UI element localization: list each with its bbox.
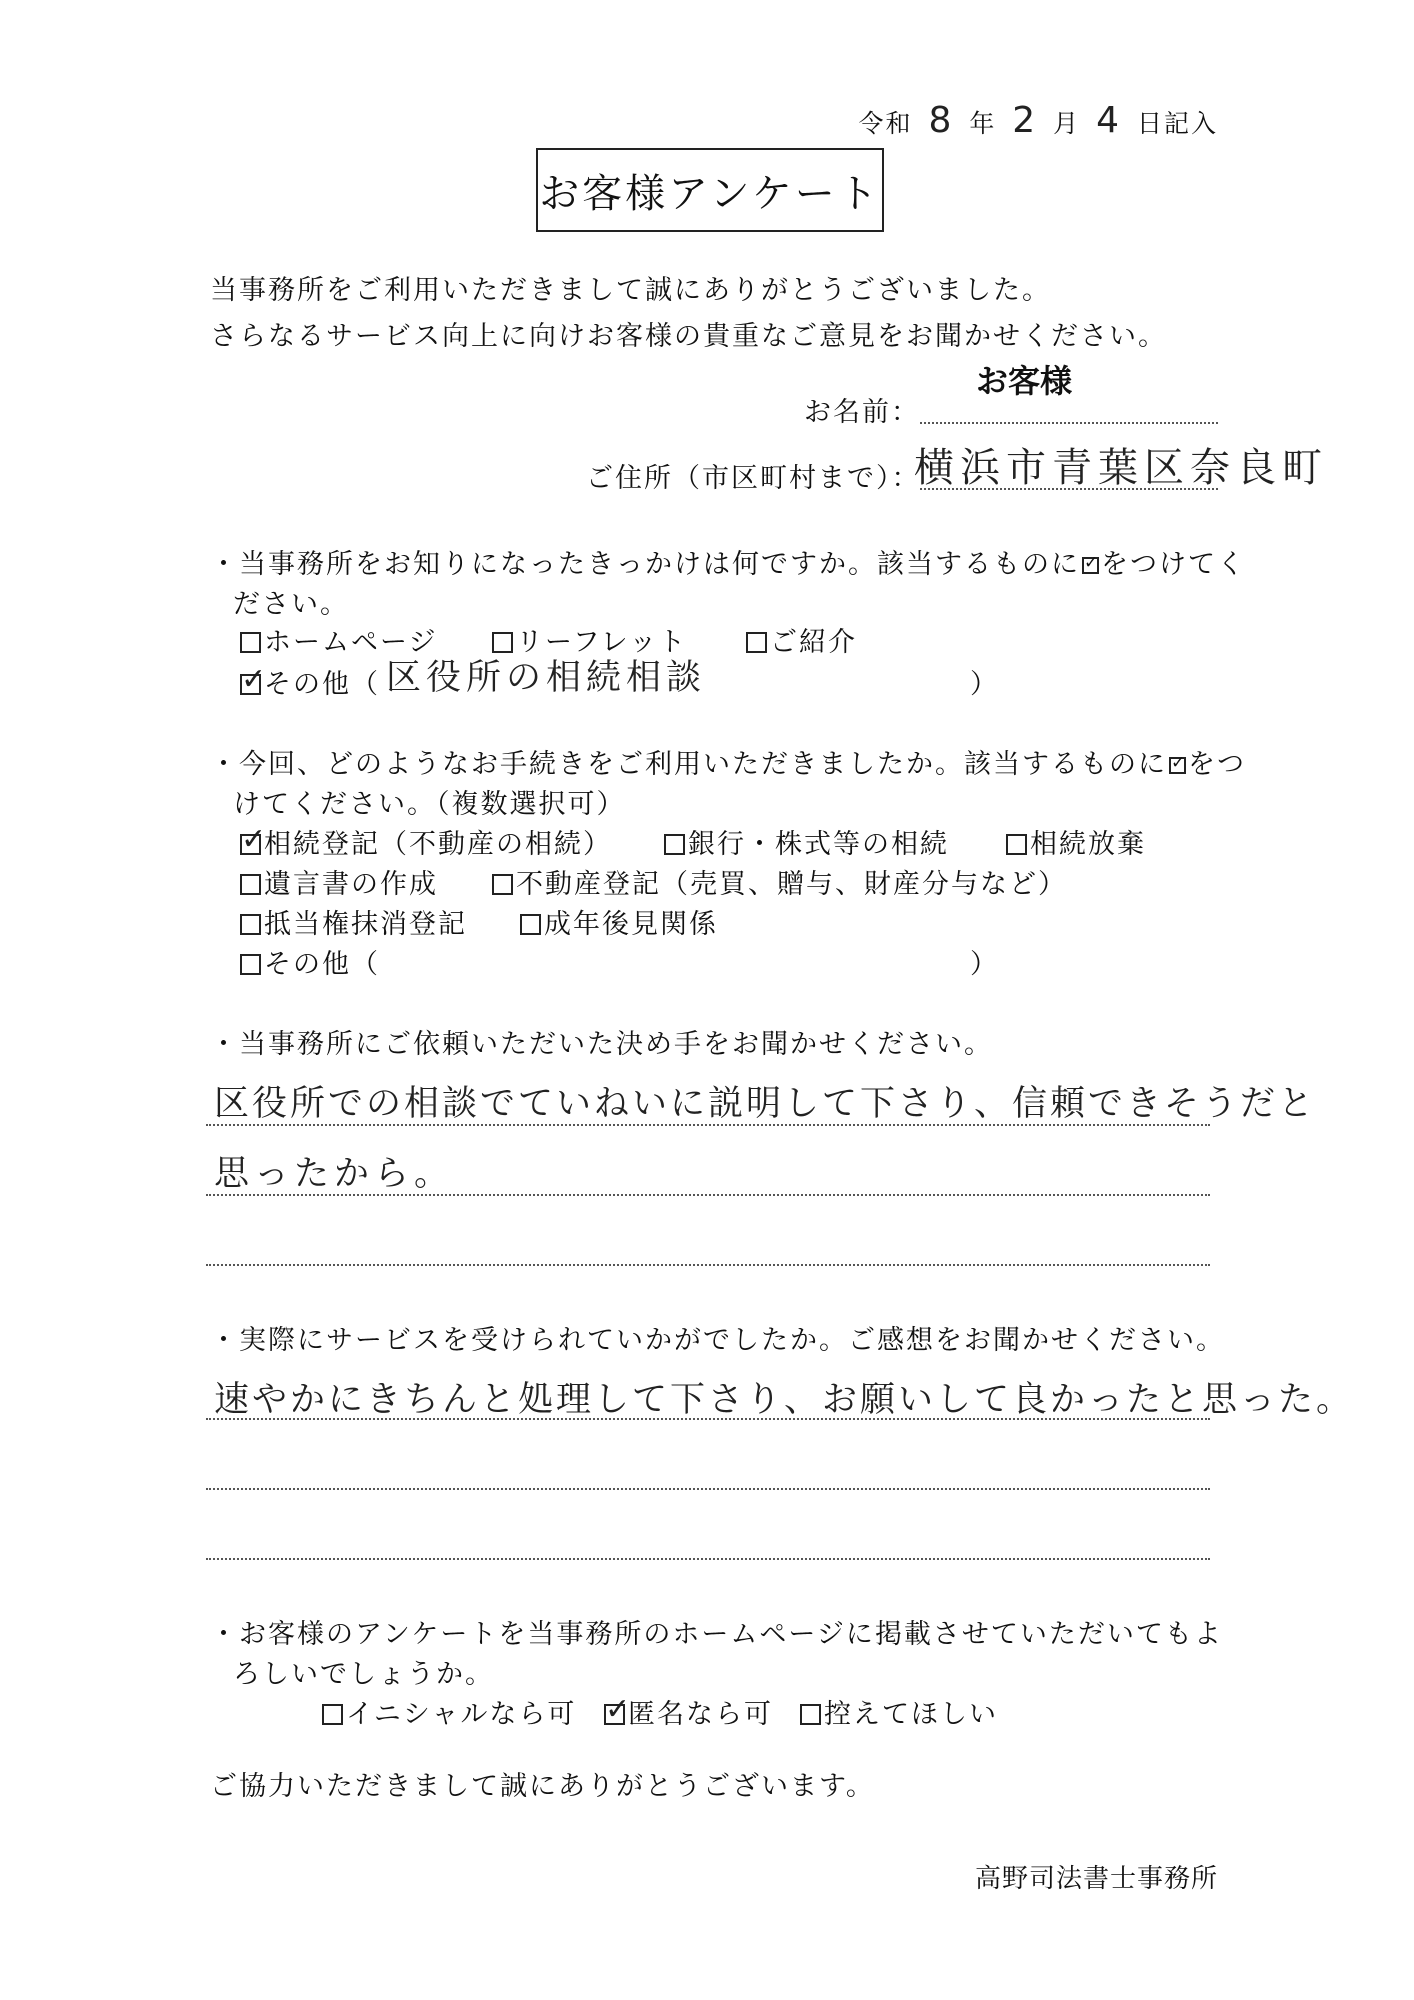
checkbox-icon[interactable] bbox=[664, 834, 685, 855]
q2-question-b: をつ bbox=[1188, 749, 1246, 780]
date-month: 2 bbox=[1012, 100, 1038, 141]
q1-other-label: その他（ bbox=[264, 669, 380, 700]
address-underline bbox=[920, 488, 1218, 490]
name-value[interactable]: お客様 bbox=[976, 362, 1073, 400]
q4-rule-3 bbox=[206, 1558, 1210, 1560]
entry-date bbox=[859, 100, 1219, 141]
checkbox-icon[interactable] bbox=[240, 954, 261, 975]
q5-option-label: イニシャルなら可 bbox=[346, 1699, 577, 1730]
q2-option-will[interactable] bbox=[240, 862, 438, 901]
q1-other-value[interactable]: 区役所の相続相談 bbox=[386, 658, 707, 698]
q5-option-initials[interactable] bbox=[322, 1692, 576, 1731]
checkbox-icon[interactable] bbox=[492, 874, 513, 895]
q2-other-close: ） bbox=[970, 949, 999, 980]
intro-line-2: さらなるサービス向上に向けお客様の貴重なご意見をお聞かせください。 bbox=[210, 321, 1167, 352]
q4-rule-2 bbox=[206, 1488, 1210, 1490]
checkbox-checked-icon[interactable] bbox=[604, 1704, 625, 1725]
name-label: お名前： bbox=[804, 397, 920, 428]
q2-option-bank-stock-inheritance[interactable] bbox=[664, 822, 949, 861]
name-underline bbox=[920, 422, 1218, 424]
date-year: 8 bbox=[928, 100, 954, 141]
checkbox-icon[interactable] bbox=[240, 914, 261, 935]
q2-option-mortgage-cancellation[interactable] bbox=[240, 902, 467, 941]
date-suffix: 日記入 bbox=[1136, 109, 1218, 138]
q2-option-label: 成年後見関係 bbox=[544, 909, 718, 940]
checkbox-icon[interactable] bbox=[1006, 834, 1027, 855]
q3-rule-2 bbox=[206, 1194, 1210, 1196]
q2-question-a: ・今回、どのようなお手続きをご利用いただきましたか。該当するものに bbox=[210, 749, 1167, 780]
checkbox-icon[interactable] bbox=[322, 1704, 343, 1725]
date-month-unit: 月 bbox=[1053, 109, 1081, 138]
date-era: 令和 bbox=[858, 109, 913, 138]
form-title: お客様アンケート bbox=[536, 148, 884, 232]
q1-question-a: ・当事務所をお知りになったきっかけは何ですか。該当するものに bbox=[210, 549, 1080, 580]
q2-option-renunciation[interactable] bbox=[1006, 822, 1146, 861]
q1-option-label: リーフレット bbox=[516, 627, 688, 658]
q3-answer-line-1[interactable]: 区役所での相談でていねいに説明して下さり、信頼できそうだと bbox=[214, 1084, 1317, 1124]
q2-question-line-2: けてください。（複数選択可） bbox=[233, 789, 626, 820]
q5-option-anonymous[interactable] bbox=[604, 1692, 773, 1731]
intro-line-1: 当事務所をご利用いただきまして誠にありがとうございました。 bbox=[210, 275, 1051, 306]
address-label: ご住所（市区町村まで）： bbox=[586, 463, 921, 494]
q5-question-line-2: ろしいでしょうか。 bbox=[233, 1659, 494, 1690]
q1-option-label: ホームページ bbox=[264, 627, 438, 658]
date-day: 4 bbox=[1096, 100, 1122, 141]
q5-option-label: 控えてほしい bbox=[824, 1699, 998, 1730]
check-glyph-icon bbox=[1169, 757, 1186, 774]
q1-other-close: ） bbox=[970, 669, 999, 700]
q2-question-line-1 bbox=[210, 742, 1246, 781]
q5-question-line-1: ・お客様のアンケートを当事務所のホームページに掲載させていただいてもよ bbox=[210, 1619, 1223, 1650]
q2-other-label: その他（ bbox=[264, 949, 380, 980]
q4-answer-line-1[interactable]: 速やかにきちんと処理して下さり、お願いして良かったと思った。 bbox=[214, 1380, 1355, 1420]
q1-option-referral[interactable] bbox=[746, 620, 857, 659]
q1-question-b: をつけてく bbox=[1101, 549, 1246, 580]
address-value[interactable]: 横浜市青葉区奈良町 bbox=[914, 445, 1328, 491]
q1-question-line-2: ださい。 bbox=[233, 589, 349, 620]
q2-option-label: 抵当権抹消登記 bbox=[264, 909, 467, 940]
q2-option-guardianship[interactable] bbox=[520, 902, 718, 941]
q2-option-label: 銀行・株式等の相続 bbox=[688, 829, 949, 860]
office-name: 高野司法書士事務所 bbox=[974, 1864, 1218, 1894]
q2-option-label: 不動産登記（売買、贈与、財産分与など） bbox=[516, 869, 1067, 900]
closing-message: ご協力いただきまして誠にありがとうございます。 bbox=[210, 1771, 875, 1802]
checkbox-icon[interactable] bbox=[520, 914, 541, 935]
checkbox-icon[interactable] bbox=[746, 632, 767, 653]
q3-question: ・当事務所にご依頼いただいた決め手をお聞かせください。 bbox=[210, 1029, 993, 1060]
q2-option-inheritance-registration[interactable] bbox=[240, 822, 612, 861]
q2-option-label: 遺言書の作成 bbox=[264, 869, 438, 900]
q5-option-label: 匿名なら可 bbox=[628, 1699, 773, 1730]
checkbox-icon[interactable] bbox=[240, 632, 261, 653]
date-year-unit: 年 bbox=[969, 109, 997, 138]
q5-option-decline[interactable] bbox=[800, 1692, 998, 1731]
checkbox-icon[interactable] bbox=[800, 1704, 821, 1725]
q2-option-other[interactable] bbox=[240, 942, 380, 981]
q3-rule-1 bbox=[206, 1124, 1210, 1126]
q3-rule-3 bbox=[206, 1264, 1210, 1266]
q3-answer-line-2[interactable]: 思ったから。 bbox=[214, 1154, 455, 1194]
checkbox-checked-icon[interactable] bbox=[240, 834, 261, 855]
q2-option-real-estate-registration[interactable] bbox=[492, 862, 1067, 901]
checkbox-checked-icon[interactable] bbox=[240, 674, 261, 695]
q1-option-other[interactable] bbox=[240, 662, 380, 701]
checkbox-icon[interactable] bbox=[240, 874, 261, 895]
q4-question: ・実際にサービスを受けられていかがでしたか。ご感想をお聞かせください。 bbox=[210, 1325, 1225, 1356]
q2-option-label: 相続登記（不動産の相続） bbox=[264, 829, 612, 860]
check-glyph-icon bbox=[1082, 557, 1099, 574]
q4-rule-1 bbox=[206, 1418, 1210, 1420]
q2-option-label: 相続放棄 bbox=[1030, 829, 1146, 860]
q1-question-line-1 bbox=[210, 542, 1246, 581]
q1-option-label: ご紹介 bbox=[770, 627, 857, 658]
